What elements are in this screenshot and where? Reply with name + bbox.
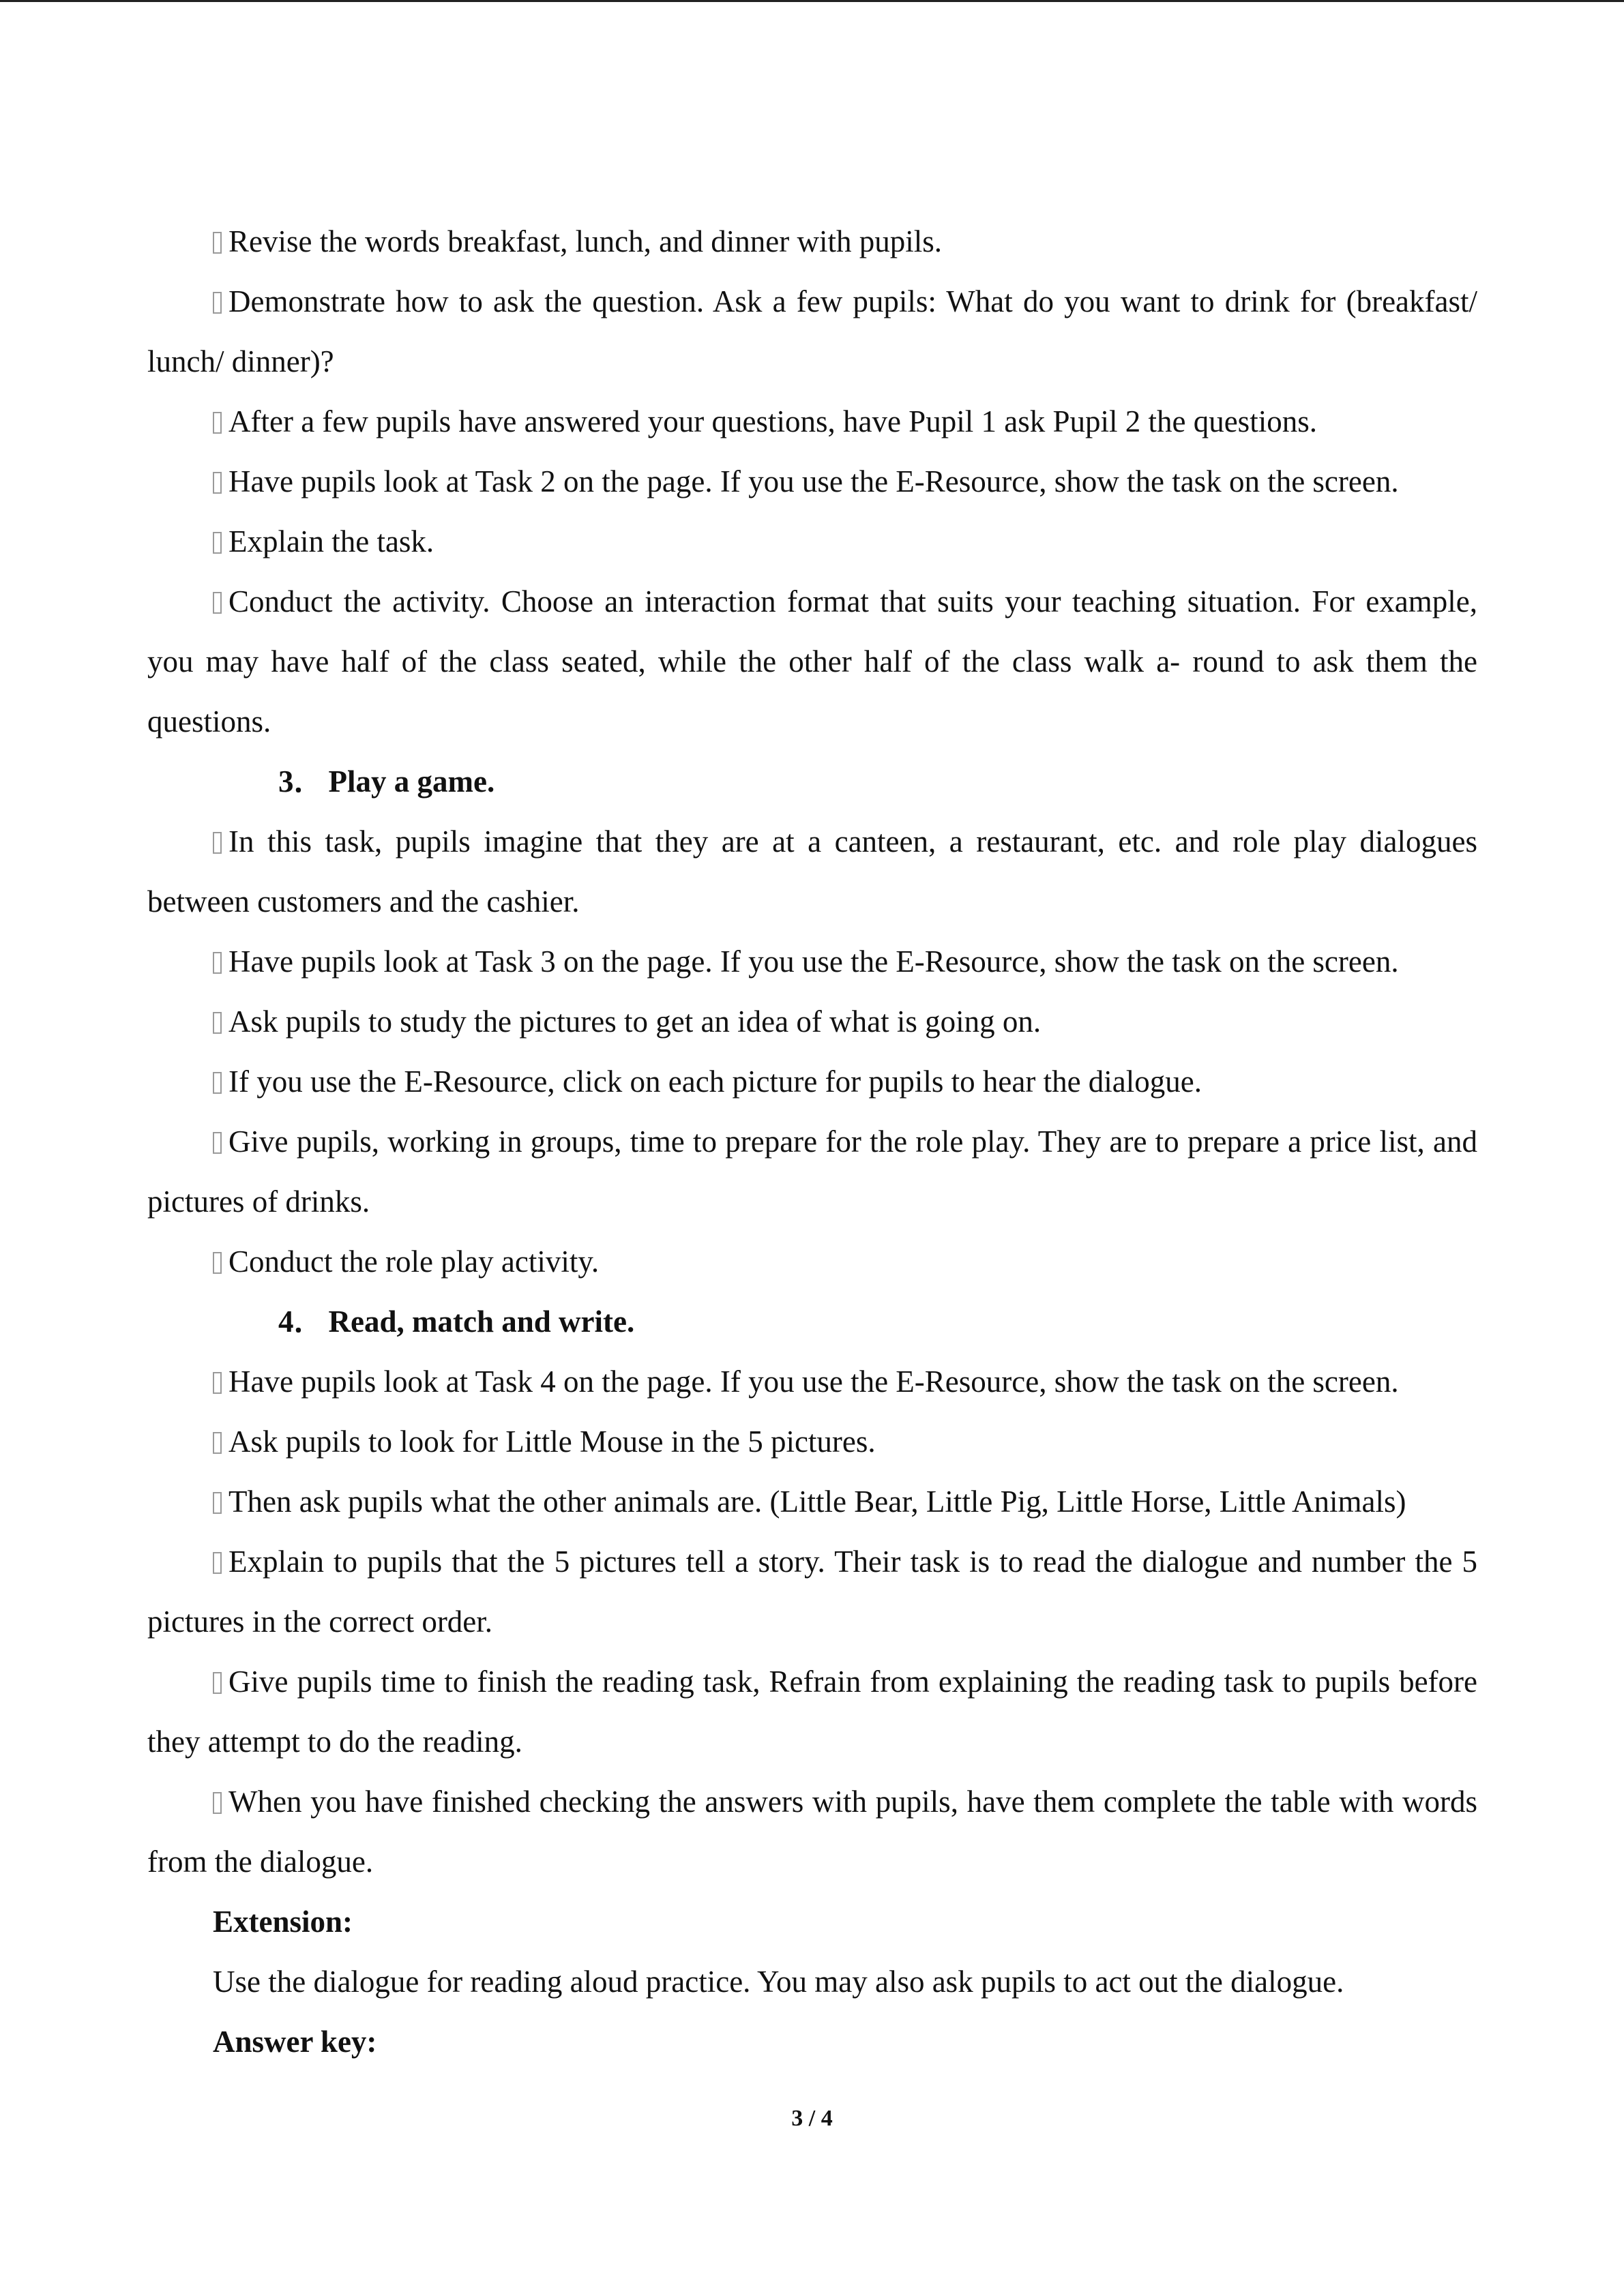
bullet-text: Have pupils look at Task 4 on the page. If you use the E-Resource, show the task on the screen. xyxy=(228,1365,1399,1399)
bullet-box-icon xyxy=(213,412,222,434)
bullet-box-icon xyxy=(213,952,222,974)
bullet-box-icon xyxy=(213,832,222,854)
bullet-text: After a few pupils have answered your questions, have Pupil 1 ask Pupil 2 the questions. xyxy=(228,404,1317,438)
bullet-box-icon xyxy=(213,1552,222,1574)
bullet-text: Ask pupils to look for Little Mouse in the 5 pictures. xyxy=(228,1425,876,1459)
bullet-item xyxy=(147,1652,1477,1772)
bullet-item xyxy=(147,211,1477,271)
page-body xyxy=(147,211,1477,2072)
bullet-item xyxy=(147,511,1477,571)
bullet-text: In this task, pupils imagine that they are at a canteen, a restaurant, etc. and role play dialogues between customers and the cashier. xyxy=(147,824,1477,919)
bullet-text: Demonstrate how to ask the question. Ask a few pupils: What do you want to drink for (breakfast/ lunch/ dinner)? xyxy=(147,284,1477,378)
page-number: 3 / 4 xyxy=(791,2106,833,2131)
bullet-text: Ask pupils to study the pictures to get an idea of what is going on. xyxy=(228,1004,1042,1039)
answer-key-label: Answer key: xyxy=(213,2025,377,2059)
bullet-box-icon xyxy=(213,1072,222,1094)
bullet-text: Have pupils look at Task 3 on the page. If you use the E-Resource, show the task on the screen. xyxy=(228,944,1399,979)
bullet-box-icon xyxy=(213,232,222,254)
bullet-text: Explain to pupils that the 5 pictures tell a story. Their task is to read the dialogue and number the 5 pictures in the correct order. xyxy=(147,1545,1477,1639)
bullet-text: Revise the words breakfast, lunch, and dinner with pupils. xyxy=(228,224,943,258)
bullet-item xyxy=(147,391,1477,451)
bullet-item xyxy=(147,1052,1477,1112)
bullet-box-icon xyxy=(213,1132,222,1154)
bullet-box-icon xyxy=(213,592,222,614)
bullet-item xyxy=(147,1532,1477,1652)
extension-label: Extension: xyxy=(213,1905,353,1939)
bullet-box-icon xyxy=(213,1252,222,1274)
bullet-item xyxy=(147,451,1477,511)
bullet-text: Then ask pupils what the other animals are. (Little Bear, Little Pig, Little Horse, Little Animals) xyxy=(228,1485,1406,1519)
bullet-box-icon xyxy=(213,1012,222,1034)
bullet-text: If you use the E-Resource, click on each picture for pupils to hear the dialogue. xyxy=(228,1064,1202,1099)
bullet-text: Conduct the activity. Choose an interaction format that suits your teaching situation. For example, you may have half of the class seated, while the other half of the class walk a- round to ask them the questions. xyxy=(147,584,1477,739)
bullet-item xyxy=(147,271,1477,391)
bullet-text: Conduct the role play activity. xyxy=(228,1244,600,1279)
bullet-item xyxy=(147,1412,1477,1472)
bullet-box-icon xyxy=(213,1372,222,1394)
bullet-box-icon xyxy=(213,1432,222,1454)
bullet-item xyxy=(147,1772,1477,1892)
bullet-text: Have pupils look at Task 2 on the page. If you use the E-Resource, show the task on the screen. xyxy=(228,464,1399,498)
section-heading-3 xyxy=(147,751,1477,811)
bullet-item xyxy=(147,811,1477,931)
bullet-box-icon xyxy=(213,1792,222,1814)
bullet-item xyxy=(147,931,1477,992)
bullet-item xyxy=(147,1472,1477,1532)
bullet-text: When you have finished checking the answers with pupils, have them complete the table with words from the dialogue. xyxy=(147,1785,1477,1879)
section-title: Read, match and write. xyxy=(328,1304,635,1339)
top-border xyxy=(0,0,1624,2)
bullet-box-icon xyxy=(213,1492,222,1514)
section-heading-4 xyxy=(147,1292,1477,1352)
bullet-text: Explain the task. xyxy=(228,524,434,558)
bullet-text: Give pupils, working in groups, time to prepare for the role play. They are to prepare a price list, and pictures of drinks. xyxy=(147,1124,1477,1219)
bullet-item xyxy=(147,1352,1477,1412)
bullet-box-icon xyxy=(213,532,222,554)
extension-text: Use the dialogue for reading aloud practice. You may also ask pupils to act out the dialogue. xyxy=(213,1965,1344,1999)
bullet-item xyxy=(147,992,1477,1052)
section-number: 3． xyxy=(278,764,325,799)
bullet-box-icon xyxy=(213,472,222,494)
section-title: Play a game. xyxy=(328,764,495,799)
bullet-item xyxy=(147,1232,1477,1292)
bullet-text: Give pupils time to finish the reading task, Refrain from explaining the reading task to pupils before they attempt to do the reading. xyxy=(147,1665,1477,1759)
bullet-item xyxy=(147,571,1477,751)
bullet-box-icon xyxy=(213,292,222,314)
bullet-box-icon xyxy=(213,1672,222,1694)
bullet-item xyxy=(147,1112,1477,1232)
section-number: 4． xyxy=(278,1304,325,1339)
